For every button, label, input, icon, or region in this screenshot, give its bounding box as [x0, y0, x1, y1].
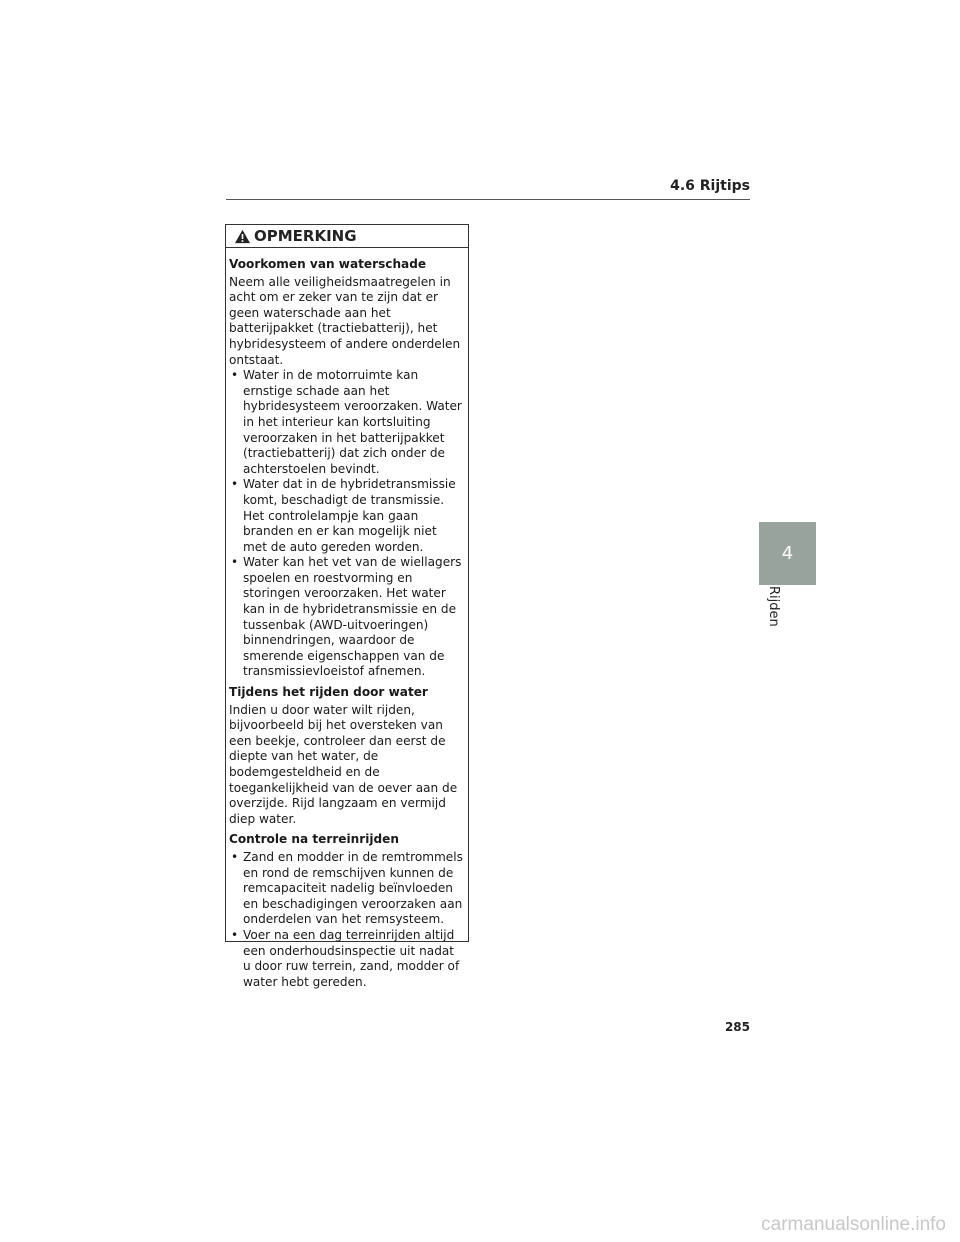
notice-header [226, 225, 468, 248]
list-item-text: Zand en modder in de remtrommels en rond de remschijven kunnen de remcapaciteit nadelig beïnvloeden en beschadigingen veroorzaken aan onderdelen van het remsysteem. [243, 849, 463, 927]
watermark: carmanualsonline.info [761, 1214, 946, 1235]
subheading: Voorkomen van waterschade [229, 257, 427, 271]
paragraph: Indien u door water wilt rijden, bijvoorbeeld bij het oversteken van een beekje, controleer dan eerst de diepte van het water, de bodemgesteldheid en de toegankelijkheid van de oever aan de overzijde. Rijd langzaam en vermijd diep water. [229, 702, 458, 826]
notice-box [225, 224, 469, 989]
list-item: • Water kan het vet van de wiellagers spoelen en roestvorming en storingen veroorzaken. Het water kan in de hybridetransmissie en de tussenbak (AWD-uitvoeringen) binnendringen, waardoor de smerende eigenschappen van de transmissievloeistof afnemen. [231, 555, 462, 679]
list-item: • Voer na een dag terreinrijden altijd een onderhoudsinspectie uit nadat u door ruw terrein, zand, modder of water hebt gereden. [231, 927, 460, 989]
bullet-list [229, 850, 464, 990]
list-item-text: Water in de motorruimte kan ernstige schade aan het hybridesysteem veroorzaken. Water in het interieur kan kortsluiting veroorzaken in het batterijpakket (tractiebatterij) dat zich onder de achterstoelen bevindt. [243, 368, 462, 476]
subheading: Tijdens het rijden door water [229, 685, 428, 700]
subheading: Controle na terreinrijden [229, 832, 399, 847]
bullet-list [229, 368, 464, 680]
notice-title: OPMERKING [254, 227, 357, 245]
notice-body [226, 248, 468, 990]
section-title: 4.6 Rijtips [670, 178, 750, 194]
page-number: 285 [724, 1020, 750, 1034]
paragraph: Neem alle veiligheidsmaatregelen in acht om er zeker van te zijn dat er geen waterschade aan het batterijpakket (tractiebatterij), het hybridesysteem of andere onderdelen ontstaat. [229, 274, 461, 367]
list-item-text: Water dat in de hybridetransmissie komt, beschadigt de transmissie. Het controlelampje kan gaan branden en er kan mogelijk niet met de auto gereden worden. [243, 477, 456, 554]
list-item-text: Water kan het vet van de wiellagers spoelen en roestvorming en storingen veroorzaken. Het water kan in de hybridetransmissie en de tussenbak (AWD-uitvoeringen) binnendringen, waardoor de smerende eigenschappen van de transmissievloeistof afnemen. [243, 555, 462, 679]
chapter-tab: 4 [759, 522, 816, 585]
list-item: • Water in de motorruimte kan ernstige schade aan het hybridesysteem veroorzaken. Water in het interieur kan kortsluiting veroorzaken in het batterijpakket (tractiebatterij) dat zich onder de achterstoelen bevindt. [231, 368, 462, 476]
list-item-text: Voer na een dag terreinrijden altijd een onderhoudsinspectie uit nadat u door ruw terrein, zand, modder of water hebt gereden. [243, 927, 460, 989]
list-item: • Water dat in de hybridetransmissie komt, beschadigt de transmissie. Het controlelampje kan gaan branden en er kan mogelijk niet met de auto gereden worden. [231, 477, 456, 554]
warning-triangle-icon [234, 229, 251, 244]
header-divider [226, 199, 750, 200]
chapter-label: Rijden [766, 586, 781, 627]
list-item: • Zand en modder in de remtrommels en rond de remschijven kunnen de remcapaciteit nadelig beïnvloeden en beschadigingen veroorzaken aan onderdelen van het remsysteem. [231, 849, 463, 927]
